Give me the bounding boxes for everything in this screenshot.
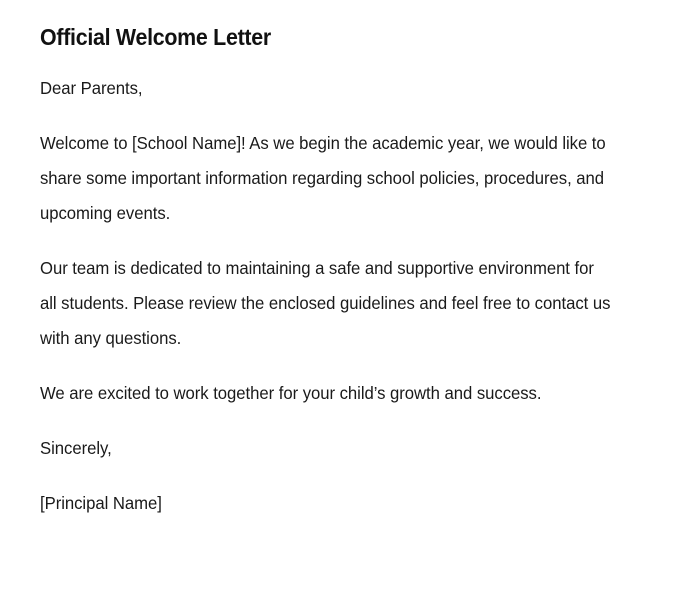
page-title: Official Welcome Letter xyxy=(40,24,271,50)
letter-signature: [Principal Name] xyxy=(40,493,162,513)
letter-paragraph-3: We are excited to work together for your child’s growth and success. xyxy=(40,383,542,403)
letter-salutation: Dear Parents, xyxy=(40,78,143,98)
letter-body xyxy=(40,71,640,521)
letter-paragraph-1: Welcome to [School Name]! As we begin the academic year, we would like to share some important information regarding school policies, procedures, and upcoming events. xyxy=(40,133,606,223)
letter-closing: Sincerely, xyxy=(40,438,112,458)
letter-paragraph-2: Our team is dedicated to maintaining a safe and supportive environment for all students. Please review the enclosed guidelines and feel free to contact us with any questions. xyxy=(40,258,611,348)
